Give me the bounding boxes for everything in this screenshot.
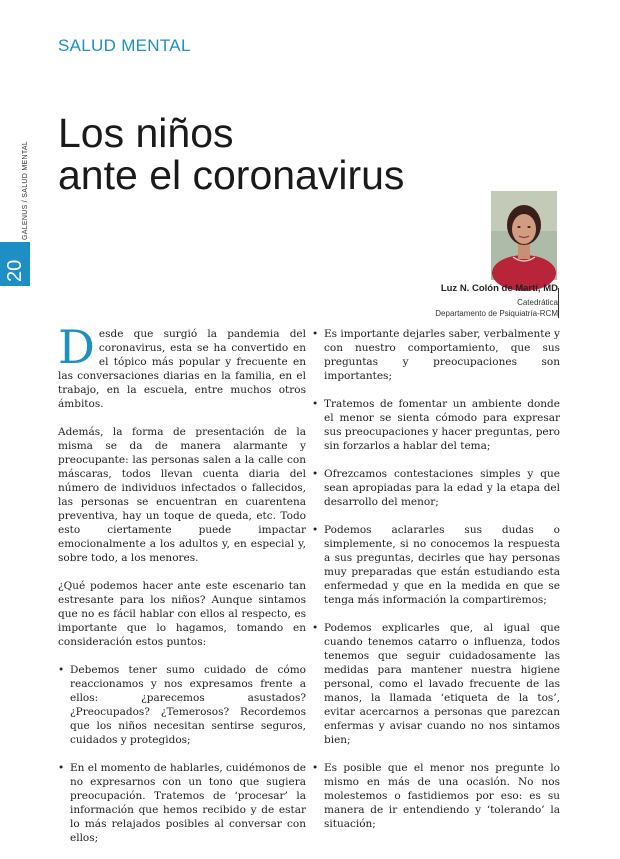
author-portrait-image — [491, 191, 557, 280]
intro-text: esde que surgió la pandemia del coronavirus, esta se ha convertido en el tópico más popular y frecuente en las conversaciones diarias en la familia, en el trabajo, en la escuela, entre muchos otros ámbitos. — [58, 328, 306, 410]
bullet-icon: • — [312, 524, 319, 536]
list-item — [312, 523, 560, 607]
list-item-text: Es posible que el menor nos pregunte lo mismo en más de una ocasión. No nos molestemos o fastidiemos por eso: es su manera de ir entendiendo y ‘tolerando’ la situación; — [324, 762, 560, 830]
section-label: SALUD MENTAL — [58, 36, 191, 55]
body-paragraph: Además, la forma de presentación de la misma se da de manera alarmante y preocupante: las personas salen a la calle con máscaras, todos llevan cuenta diaria del número de individuos infectados o fallecidos, las personas se encuentran en cuarentena preventiva, hay un toque de queda, etc. Todo esto ciertamente puede impactar emocionalmente a los adultos y, en especial y, sobre todo, a los menores. — [58, 426, 306, 564]
list-item — [58, 761, 306, 845]
list-item — [312, 327, 560, 383]
list-item-text: En el momento de hablarles, cuidémonos de no expresarnos con un tono que sugiera preocupación. Tratemos de ‘procesar’ la información que hemos recibido y de estar lo más relajados posibles al conversar con ellos; — [70, 762, 307, 844]
bullet-icon: • — [58, 664, 65, 676]
page-number-tab — [0, 242, 30, 286]
author-name: Luz N. Colón de Martí, MD — [440, 283, 558, 294]
list-item-text: Podemos aclararles sus dudas o simplemente, si no conocemos la respuesta a sus preguntas, decirles que hay personas muy preparadas que están estudiando esta enfermedad y que en la medida en que se tenga más información la compartiremos; — [324, 524, 560, 606]
list-item — [58, 663, 306, 747]
author-role: Catedrática — [517, 298, 558, 307]
sidebar-running-title: GALENUS / SALUD MENTAL — [22, 140, 29, 240]
bullet-icon: • — [58, 762, 65, 774]
list-item-text: Podemos explicarles que, al igual que cuando tenemos catarro o influenza, todos tenemos que seguir cuidadosamente las medidas para mantener nuestra higiene personal, como el lavado frecuente de las manos, la llamada ‘etiqueta de la tos’, evitar acercarnos a personas que parezcan enfermas y avisar cuando no nos sintamos bien; — [324, 622, 560, 746]
intro-paragraph — [58, 320, 306, 411]
title-line-2: ante el coronavirus — [58, 152, 405, 198]
list-item — [312, 397, 560, 453]
title-line-1: Los niños — [58, 110, 234, 156]
list-item-text: Tratemos de fomentar un ambiente donde el menor se sienta cómodo para expresar sus preocupaciones y hacer preguntas, pero sin forzarlos a hablar del tema; — [324, 398, 560, 452]
list-item-text: Es importante dejarles saber, verbalmente y con nuestro comportamiento, que sus preguntas y preocupaciones son importantes; — [324, 328, 560, 382]
bullet-icon: • — [312, 468, 319, 480]
page-number: 20 — [4, 259, 26, 282]
list-item — [312, 621, 560, 747]
list-item — [312, 761, 560, 831]
author-department: Departamento de Psiquiatría-RCM — [435, 309, 558, 318]
bullet-icon: • — [312, 328, 319, 340]
bullet-icon: • — [312, 622, 319, 634]
article-title — [58, 112, 458, 196]
list-item-text: Debemos tener sumo cuidado de cómo reaccionamos y nos expresamos frente a ellos: ¿parecemos asustados? ¿Preocupados? ¿Temerosos? Recordemos que los niños necesitan sentirse seguros, cuidados y protegidos; — [70, 664, 306, 746]
author-photo — [491, 191, 557, 280]
list-item — [312, 467, 560, 509]
article-column-right — [312, 327, 560, 845]
author-divider — [558, 288, 559, 318]
tips-list-right — [312, 327, 560, 831]
tips-list-left — [58, 663, 306, 845]
drop-cap: D — [58, 320, 95, 374]
bullet-icon: • — [312, 762, 319, 774]
article-column-left — [58, 320, 307, 859]
list-item-text: Ofrezcamos contestaciones simples y que sean apropiadas para la edad y la etapa del desarrollo del menor; — [324, 468, 560, 508]
author-affiliation — [435, 297, 558, 319]
body-paragraph: ¿Qué podemos hacer ante este escenario tan estresante para los niños? Aunque sintamos que no es fácil hablar con ellos al respecto, es importante que lo hagamos, tomando en consideración estos puntos: — [58, 580, 306, 648]
bullet-icon: • — [312, 398, 319, 410]
